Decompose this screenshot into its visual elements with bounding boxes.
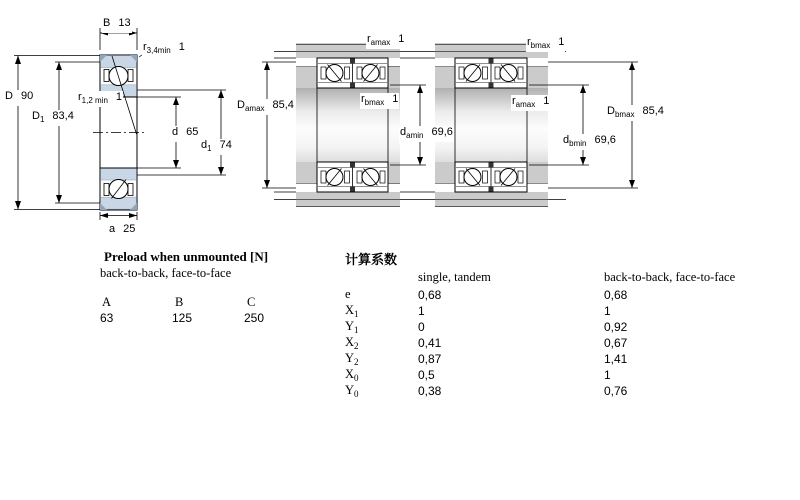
- preload-header-b: B: [175, 295, 184, 309]
- dim-label-ramax-a: $r_{amax}$ 1: [367, 33, 405, 47]
- dim-label-r12min: $r_{1,2 min}$ 1: [78, 91, 123, 105]
- preload-subtitle: back-to-back, face-to-face: [100, 266, 232, 280]
- preload-value-c: 250: [244, 311, 265, 325]
- preload-header-c: C: [247, 295, 256, 309]
- dim-label-r34min: $r_{3,4min}$ 1: [143, 41, 185, 55]
- preload-header-a: A: [102, 295, 112, 309]
- preload-title: Preload when unmounted [N]: [104, 249, 269, 264]
- factor-row-value1: 0,41: [418, 336, 442, 350]
- dim-label-rbmax-b: $r_{bmax}$ 1: [527, 36, 565, 50]
- factors-col2-header: back-to-back, face-to-face: [604, 270, 736, 284]
- factor-row-value2: 0,67: [604, 336, 628, 350]
- dim-label-dbmin: $d_{bmin}$ 69,6: [563, 134, 616, 148]
- preload-value-a: 63: [100, 311, 114, 325]
- dim-label-damin: $d_{amin}$ 69,6: [400, 126, 453, 140]
- factor-row-value1: 0,5: [418, 368, 435, 382]
- dim-label-rbmax-a: $r_{bmax}$ 1: [361, 93, 399, 107]
- factor-row-label: $Y_0$: [345, 383, 359, 399]
- dim-label-ramax-b: $r_{amax}$ 1: [512, 95, 550, 109]
- factor-row-label: $X_0$: [345, 367, 359, 383]
- factor-row-value2: 1,41: [604, 352, 628, 366]
- dim-label-a: a 25: [108, 223, 136, 239]
- factors-col1-header: single, tandem: [418, 270, 491, 284]
- preload-value-b: 125: [172, 311, 193, 325]
- dim-label-Damax: $D_{amax}$ 85,4: [237, 99, 294, 113]
- factor-row-label: e: [345, 287, 351, 301]
- factor-row-value1: 0,87: [418, 352, 442, 366]
- factor-row-value1: 0,38: [418, 384, 442, 398]
- factor-row-label: $X_1$: [345, 303, 359, 319]
- dim-label-d: d 65: [171, 126, 199, 142]
- dim-label-B: B 13: [102, 17, 132, 33]
- dim-label-Dbmax: $D_{bmax}$ 85,4: [607, 105, 664, 119]
- dim-label-D: D 90: [4, 90, 34, 106]
- dim-label-d1: $d_1$ 74: [201, 139, 232, 153]
- factor-row-value1: 0,68: [418, 288, 442, 302]
- factor-row-value2: 0,92: [604, 320, 628, 334]
- factor-row-label: $Y_2$: [345, 351, 359, 367]
- factor-row-value2: 1: [604, 304, 611, 318]
- arrangement-back-to-back: [262, 43, 435, 207]
- factor-row-value2: 0,68: [604, 288, 628, 302]
- factor-row-value2: 1: [604, 368, 611, 382]
- arrangement-face-to-face: [435, 43, 638, 207]
- factors-title: 计算系数: [345, 252, 398, 267]
- factor-row-label: $Y_1$: [345, 319, 359, 335]
- factor-row-value1: 0: [418, 320, 425, 334]
- dim-label-D1: $D_1$ 83,4: [32, 110, 74, 124]
- factor-row-label: $X_2$: [345, 335, 359, 351]
- factor-row-value2: 0,76: [604, 384, 628, 398]
- factor-row-value1: 1: [418, 304, 425, 318]
